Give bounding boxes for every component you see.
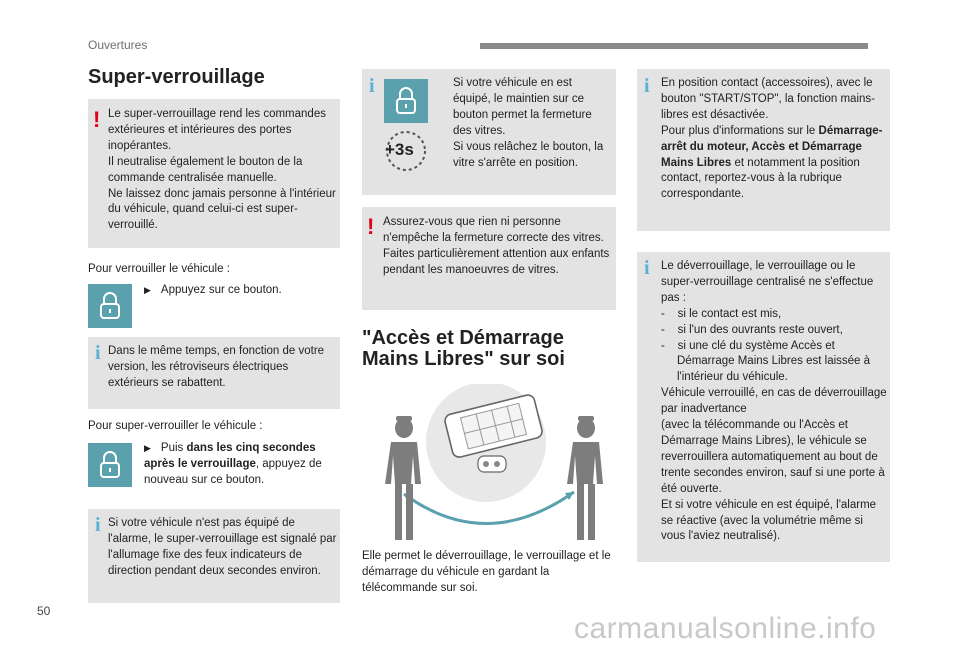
info-text-alarm: Si votre véhicule n'est pas équipé de l'alarme, le super-verrouillage est signalé par l'allumage fixe des feux indicateurs de direction pendant deux secondes environ.: [108, 517, 337, 577]
step-press-again: ▶ Puis dans les cinq secondes après le verrouillage, appuyez de nouveau sur ce bouton.: [144, 442, 322, 486]
info-box-auto-relock: [637, 252, 890, 562]
lock-intro: Pour verrouiller le véhicule :: [88, 263, 230, 275]
warning-icon: !: [367, 214, 375, 239]
watermark: carmanualsonline.info: [574, 612, 877, 645]
warning-text-windows: Assurez-vous que rien ni personne n'empêche la fermeture correcte des vitres. Faites particulièrement attention aux enfants pendant les manoeuvres de vitres.: [383, 216, 610, 276]
superlock-intro: Pour super-verrouiller le véhicule :: [88, 420, 263, 432]
info-box-mirrors: [88, 337, 340, 409]
info-icon: i: [95, 514, 101, 536]
conditions-list: [661, 307, 887, 387]
lock-button-icon-2: [88, 443, 132, 487]
lock-button-icon-3: [384, 79, 428, 123]
info-icon: i: [644, 75, 650, 97]
info-icon: i: [95, 342, 101, 364]
header-bar: [480, 43, 868, 49]
step-press-button: ▶ Appuyez sur ce bouton.: [144, 284, 282, 296]
bullet-arrow-icon: ▶: [144, 285, 151, 295]
hold-3s-icon: [384, 129, 428, 173]
bullet-arrow-icon: ▶: [144, 443, 151, 453]
info-text-mirrors: Dans le même temps, en fonction de votre version, les rétroviseurs électriques extérieurs se rabattent.: [108, 345, 325, 389]
info-icon: i: [644, 257, 650, 279]
list-item: - si le contact est mis,: [661, 307, 782, 320]
person-right-icon: [567, 416, 603, 540]
list-item: - si l'un des ouvrants reste ouvert,: [661, 323, 843, 336]
section-title-hands-free: "Accès et Démarrage Mains Libres" sur soi: [362, 327, 565, 370]
list-item: - si une clé du système Accès et Démarrage Mains Libres est laissée à l'intérieur du véhicule.: [661, 339, 871, 384]
warning-text: Le super-verrouillage rend les commandes extérieures et intérieures des portes inopérantes. Il neutralise également le bouton de la commande centralisée manuelle. Ne laissez donc jamais personne à l'intérieur du véhicule, quand celui-ci est super-verrouillé.: [108, 108, 336, 232]
info-box-windows: [362, 69, 616, 195]
section-header: Ouvertures: [88, 38, 148, 52]
padlock-icon: [98, 291, 122, 321]
info-box-alarm: [88, 509, 340, 603]
warning-box-windows: [362, 207, 616, 310]
warning-icon: !: [93, 107, 101, 132]
page-number: 50: [37, 604, 51, 618]
info-icon: i: [369, 75, 375, 97]
info-text-auto-relock: Le déverrouillage, le verrouillage ou le super-verrouillage centralisé ne s'effectue pas : - si le contact est mis, - si l'un des ouvrants reste ouvert, - si une clé du système Accès et Démarrage Mains Libres est laissée à l'intérieur du véhicule. Véhicule verrouillé, en cas de déverrouillage par inadvertance (avec la télécommande ou l'Accès et Démarrage Mains Libres), le véhicule se reverrouillera automatiquement au bout de trente secondes environ, sauf si une porte à été ouverte. Et si votre véhicule en est équipé, l'alarme se réactive (avec la volumétrie même si vous l'aviez neutralisé).: [661, 260, 887, 543]
section-title-super-verrouillage: Super-verrouillage: [88, 66, 265, 88]
remote-key-icon: [478, 456, 506, 472]
warning-box-super-verrouillage: [88, 99, 340, 248]
info-text-start-stop: En position contact (accessoires), avec le bouton "START/STOP", la fonction mains-libres est désactivée. Pour plus d'informations sur le Démarrage-arrêt du moteur, Accès et Démarrage Mains Libres et notamment la position contact, reportez-vous à la rubrique correspondante.: [661, 77, 883, 201]
hands-free-illustration: [378, 384, 610, 542]
person-left-icon: [385, 416, 421, 540]
padlock-icon: [394, 86, 418, 116]
padlock-icon: [98, 450, 122, 480]
hold-3s-badge: +3s: [385, 140, 414, 159]
lock-button-icon: [88, 284, 132, 328]
hands-free-caption: Elle permet le déverrouillage, le verrouillage et le démarrage du véhicule en gardant la télécommande sur soi.: [362, 550, 611, 594]
info-box-start-stop: [637, 69, 890, 231]
info-text-windows: Si votre véhicule en est équipé, le maintien sur ce bouton permet la fermeture des vitres. Si vous relâchez le bouton, la vitre s'arrête en position.: [453, 77, 604, 169]
